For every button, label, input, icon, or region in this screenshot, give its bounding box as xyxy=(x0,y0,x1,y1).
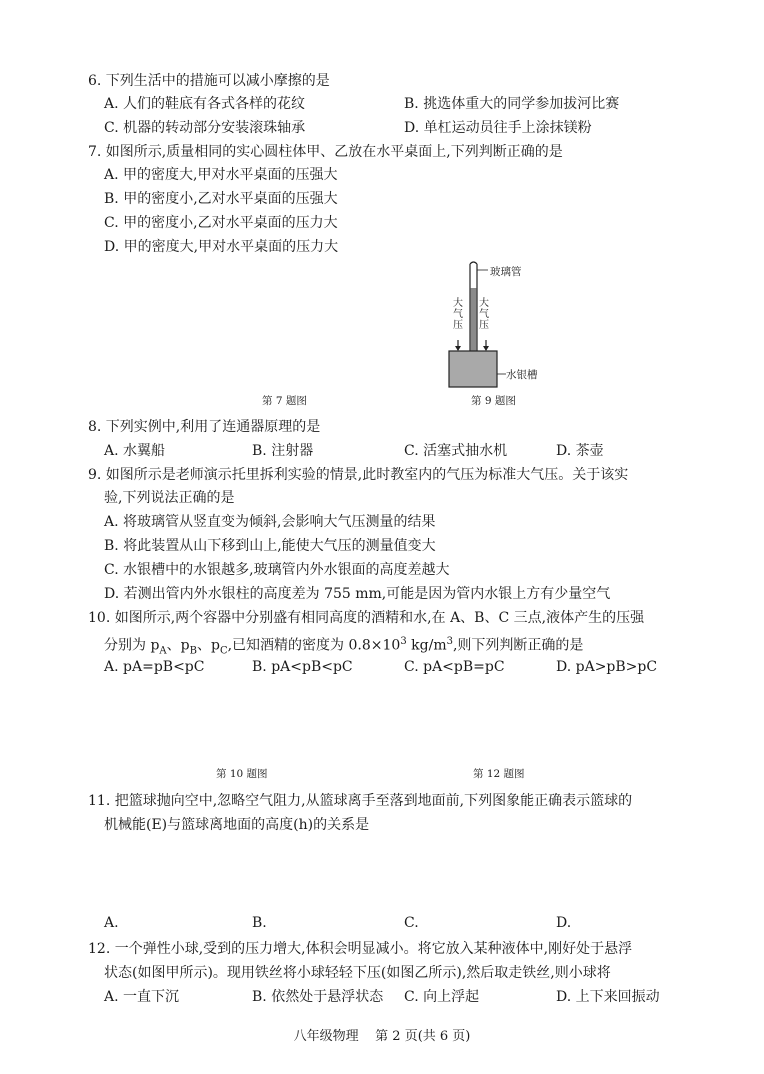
q11-option-b[interactable]: B. xyxy=(252,915,267,931)
q10-stem-unit: kg/m xyxy=(406,637,447,654)
q10-stem-post: ,则下列判断正确的是 xyxy=(452,637,584,654)
fig10-caption: 第 10 题图 xyxy=(216,768,268,780)
page-footer: 八年级物理 第 2 页(共 6 页) xyxy=(293,1029,471,1044)
q8-option-c[interactable]: C. 活塞式抽水机 xyxy=(404,443,508,459)
q12-option-c[interactable]: C. 向上浮起 xyxy=(404,989,480,1005)
q12-option-d[interactable]: D. 上下来回振动 xyxy=(556,989,660,1005)
q9-option-b[interactable]: B. 将此装置从山下移到山上,能使大气压的测量值变大 xyxy=(104,538,436,554)
fig9-trough-label: 水银槽 xyxy=(506,369,538,381)
q11-option-c[interactable]: C. xyxy=(404,915,419,931)
q12-option-a[interactable]: A. 一直下沉 xyxy=(104,989,180,1005)
q10-option-c[interactable]: C. pA<pB=pC xyxy=(404,659,505,675)
q11-stem-line1: 11. 把篮球抛向空中,忽略空气阻力,从篮球离手至落到地面前,下列图象能正确表示篮球的 xyxy=(88,793,633,809)
q6-option-c[interactable]: C. 机器的转动部分安装滚珠轴承 xyxy=(104,120,306,136)
q8-option-d[interactable]: D. 茶壶 xyxy=(556,443,604,459)
q6-option-a[interactable]: A. 人们的鞋底有各式各样的花纹 xyxy=(104,96,306,112)
q10-stem-line1: 10. 如图所示,两个容器中分别盛有相同高度的酒精和水,在 A、B、C 三点,液体产生的压强 xyxy=(88,610,645,626)
q10-option-d[interactable]: D. pA>pB>pC xyxy=(556,659,658,675)
q6-option-b[interactable]: B. 挑选体重大的同学参加拔河比赛 xyxy=(404,96,620,112)
q8-option-a[interactable]: A. 水翼船 xyxy=(104,443,166,459)
q7-option-b[interactable]: B. 甲的密度小,乙对水平桌面的压强大 xyxy=(104,191,338,207)
fig9-atm-left-label: 大气压 xyxy=(453,298,463,331)
q10-option-b[interactable]: B. pA<pB<pC xyxy=(252,659,353,675)
q9-option-a[interactable]: A. 将玻璃管从竖直变为倾斜,会影响大气压测量的结果 xyxy=(104,514,436,530)
q12-stem-line1: 12. 一个弹性小球,受到的压力增大,体积会明显减小。将它放入某种液体中,刚好处于悬浮 xyxy=(88,941,633,957)
q9-option-c[interactable]: C. 水银槽中的水银越多,玻璃管内外水银面的高度差越大 xyxy=(104,562,450,578)
fig9-glass-tube-label: 玻璃管 xyxy=(490,266,522,278)
q8-option-b[interactable]: B. 注射器 xyxy=(252,443,314,459)
q12-option-b[interactable]: B. 依然处于悬浮状态 xyxy=(252,989,384,1005)
q10-option-a[interactable]: A. pA=pB<pC xyxy=(104,659,205,675)
q9-option-d[interactable]: D. 若测出管内外水银柱的高度差为 755 mm,可能是因为管内水银上方有少量空气 xyxy=(104,586,611,602)
fig9-caption: 第 9 题图 xyxy=(471,395,516,407)
fig12-caption: 第 12 题图 xyxy=(473,768,525,780)
q6-stem: 6. 下列生活中的措施可以减小摩擦的是 xyxy=(88,73,330,89)
q7-option-d[interactable]: D. 甲的密度大,甲对水平桌面的压力大 xyxy=(104,239,339,255)
q11-option-d[interactable]: D. xyxy=(556,915,572,931)
q11-option-a[interactable]: A. xyxy=(104,915,119,931)
q9-stem-line1: 9. 如图所示是老师演示托里拆利实验的情景,此时教室内的气压为标准大气压。关于该实 xyxy=(88,467,629,483)
q7-stem: 7. 如图所示,质量相同的实心圆柱体甲、乙放在水平桌面上,下列判断正确的是 xyxy=(88,144,563,160)
q6-option-d[interactable]: D. 单杠运动员往手上涂抹镁粉 xyxy=(404,120,592,136)
q8-stem: 8. 下列实例中,利用了连通器原理的是 xyxy=(88,419,321,435)
q10-stem-mid: ,已知酒精的密度为 0.8×10 xyxy=(227,637,401,654)
q11-stem-line2: 机械能(E)与篮球离地面的高度(h)的关系是 xyxy=(104,817,370,833)
fig9-atm-right-label: 大气压 xyxy=(479,298,489,331)
q7-option-a[interactable]: A. 甲的密度大,甲对水平桌面的压强大 xyxy=(104,167,338,183)
fig7-caption: 第 7 题图 xyxy=(262,395,307,407)
q7-option-c[interactable]: C. 甲的密度小,乙对水平桌面的压力大 xyxy=(104,215,338,231)
q12-stem-line2: 状态(如图甲所示)。现用铁丝将小球轻轻下压(如图乙所示),然后取走铁丝,则小球将 xyxy=(104,965,611,981)
q9-stem-line2: 验,下列说法正确的是 xyxy=(104,490,235,506)
q10-stem-line2: 分别为 $p_A$、$p_B$、$p_C$,已知酒精的密度为 $0.8\times 10^3$ $kg/m^3$,则下列判断正确的是 xyxy=(104,636,584,657)
q10-stem-pre: 分别为 p xyxy=(104,637,160,654)
